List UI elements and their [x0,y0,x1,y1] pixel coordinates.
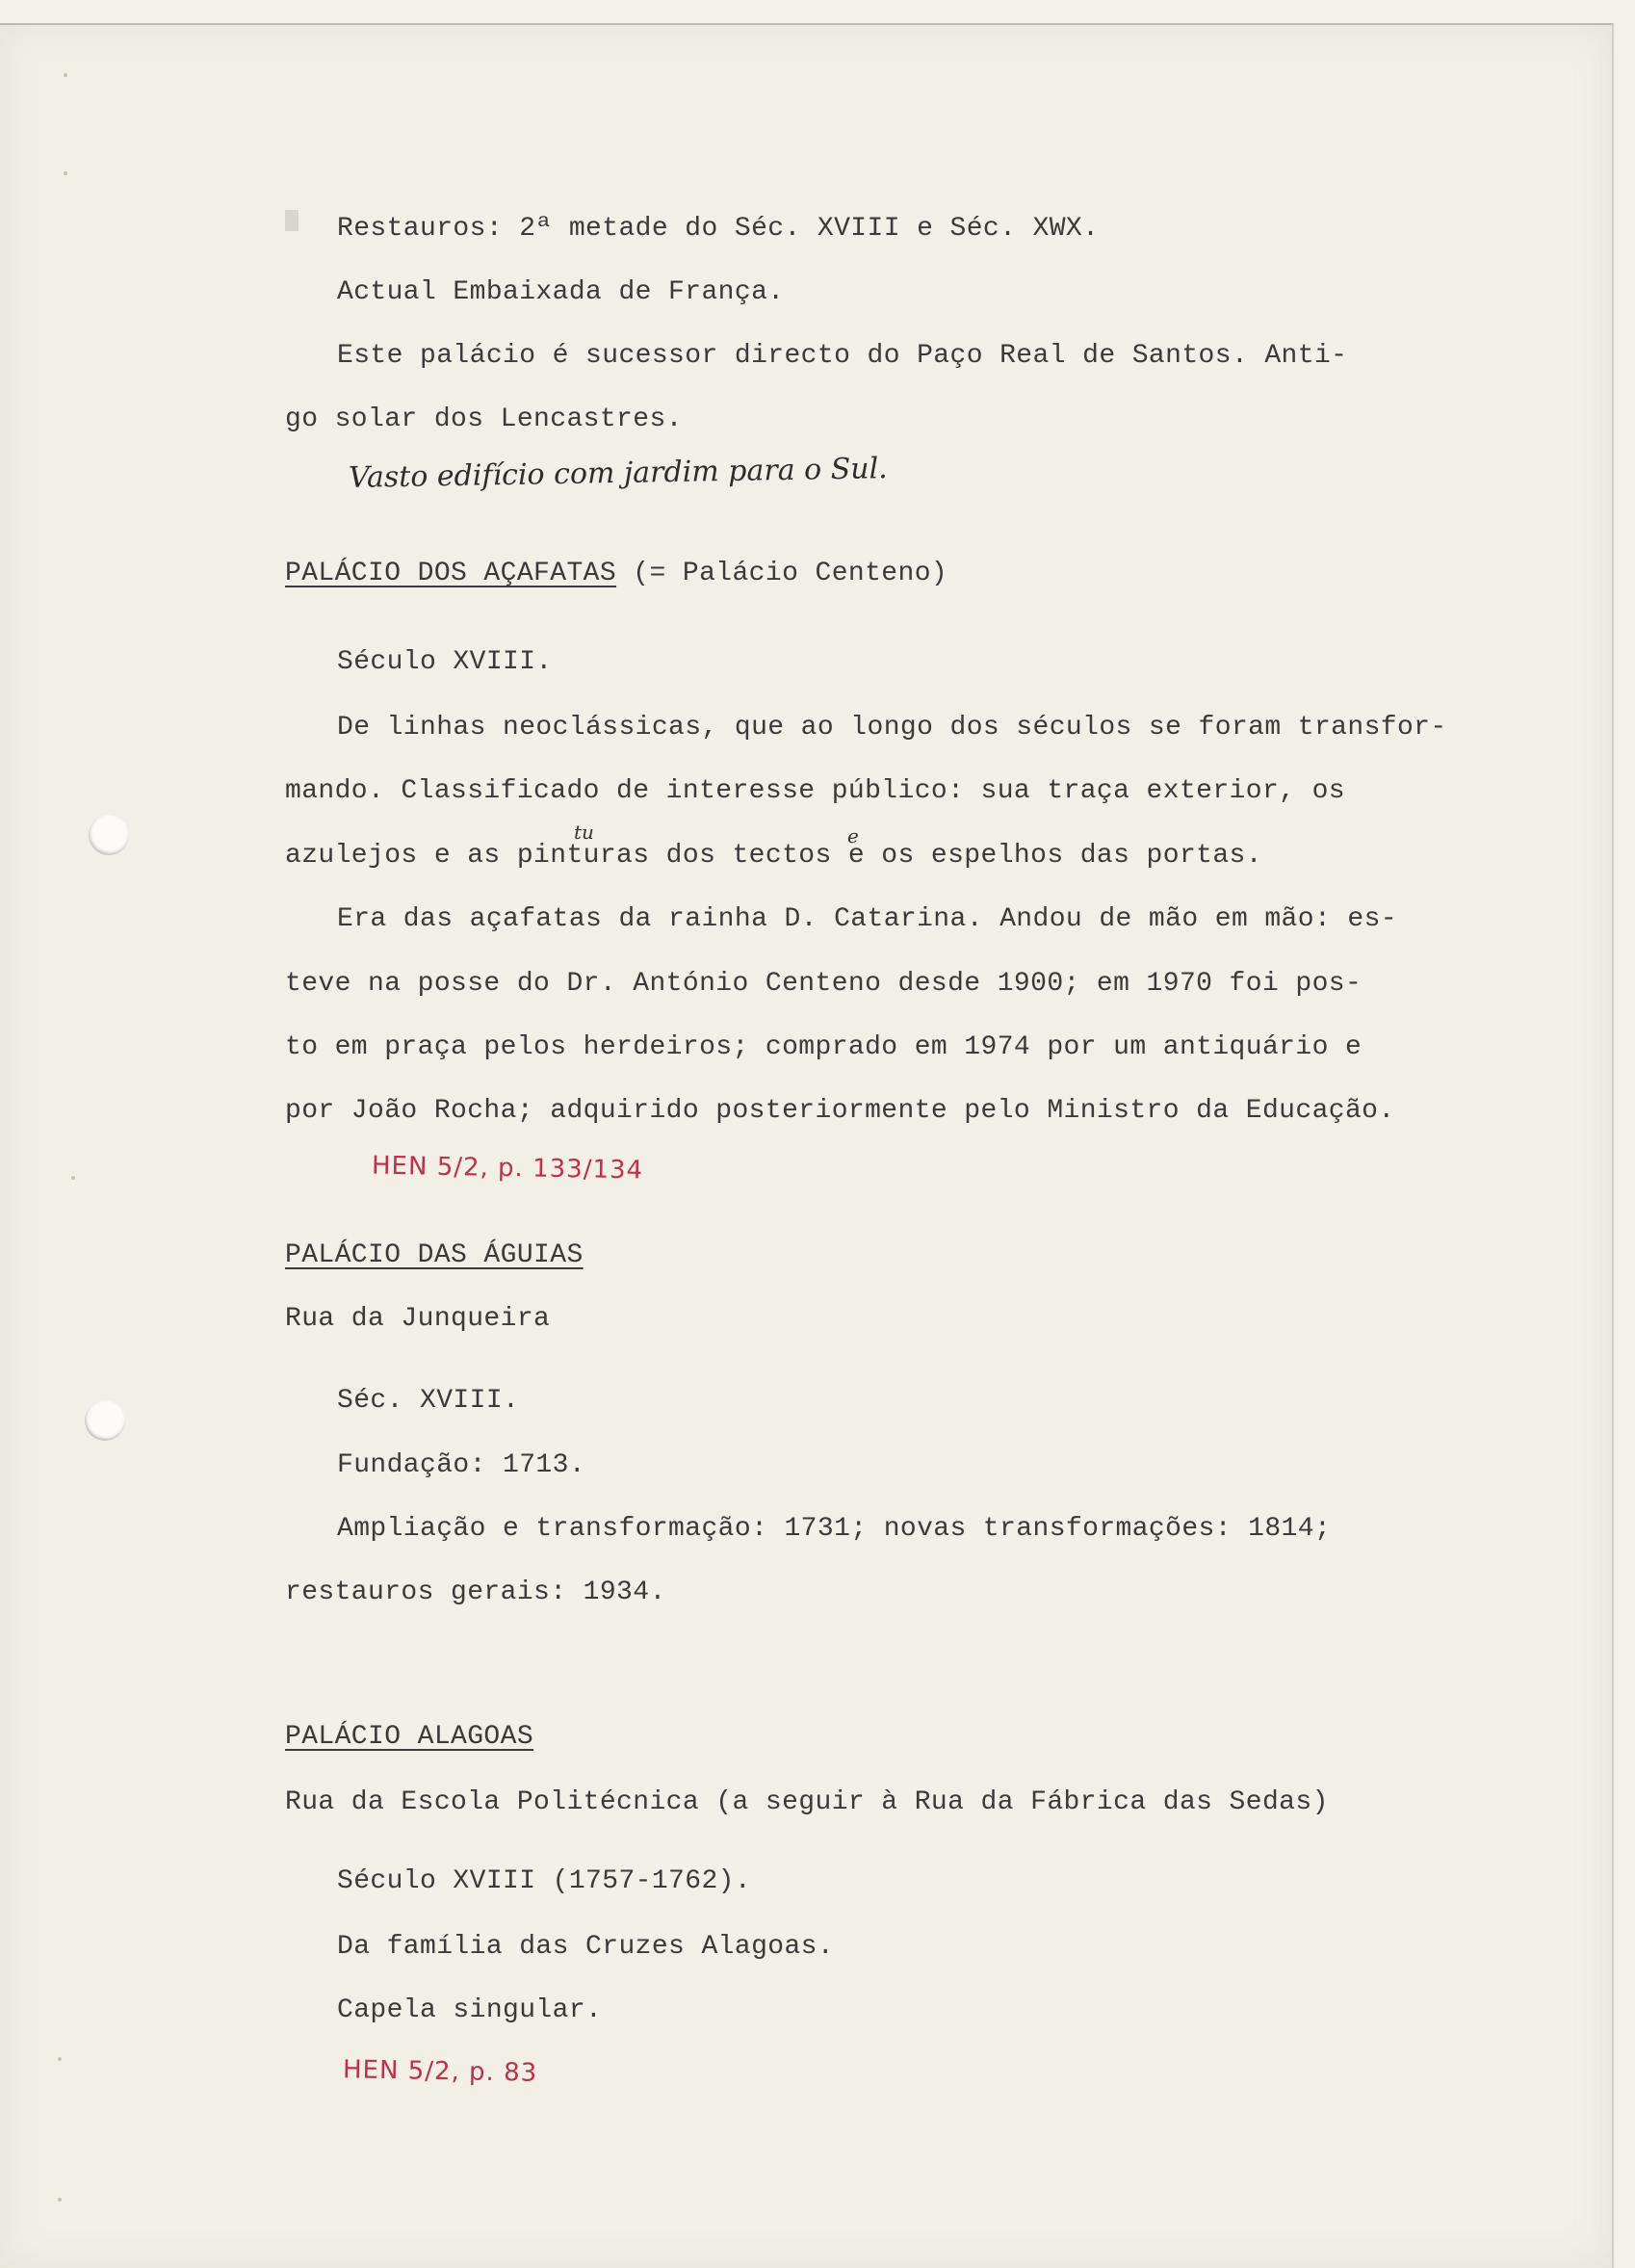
aguias-ampliacao-line-1: Ampliação e transformação: 1731; novas transformações: 1814; [337,1514,1332,1544]
paper-speck [64,73,67,77]
acafatas-heading [285,559,947,589]
punch-hole-top [89,815,129,855]
sucessor-line-2: go solar dos Lencastres. [285,404,683,434]
acafatas-century: Século XVIII. [337,647,553,677]
acafatas-p1-line-2: mando. Classificado de interesse público: sua traça exterior, os [285,776,1345,806]
alagoas-century: Século XVIII (1757-1762). [337,1866,752,1896]
acafatas-p2-line-1: Era das açafatas da rainha D. Catarina. Andou de mão em mão: es- [337,904,1397,934]
alagoas-capela: Capela singular. [337,1995,603,2025]
document-page [0,23,1614,2268]
acafatas-p1-line-3: azulejos e as pinturas dos tectos e os espelhos das portas. [285,841,1262,871]
acafatas-p2-line-2: teve na posse do Dr. António Centeno desde 1900; em 1970 foi pos- [285,969,1362,999]
punch-hole-bottom [85,1400,125,1441]
handwritten-insert-e: e [847,824,859,847]
paper-speck [71,1176,75,1180]
paper-speck [64,171,67,175]
sucessor-line-1: Este palácio é sucessor directo do Paço Real de Santos. Anti- [337,341,1348,371]
paper-speck [58,2057,62,2061]
alagoas-street: Rua da Escola Politécnica (a seguir à Rua da Fábrica das Sedas) [285,1787,1329,1817]
embaixada-line: Actual Embaixada de França. [337,277,785,307]
acafatas-subtitle: (= Palácio Centeno) [633,559,948,588]
restauros-line: Restauros: 2ª metade do Séc. XVIII e Séc. XWX. [337,214,1100,244]
acafatas-title: PALÁCIO DOS AÇAFATAS [285,559,617,588]
acafatas-p2-line-3: to em praça pelos herdeiros; comprado em 1974 por um antiquário e [285,1032,1362,1062]
aguias-ampliacao-line-2: restauros gerais: 1934. [285,1577,666,1607]
alagoas-reference: HEN 5/2, p. 83 [342,2055,538,2088]
handwritten-note: Vasto edifício com jardim para o Sul. [348,452,888,495]
acafatas-reference: HEN 5/2, p. 133/134 [371,1151,644,1186]
acafatas-p2-line-4: por João Rocha; adquirido posteriormente pelo Ministro da Educação. [285,1096,1395,1126]
aguias-fundacao: Fundação: 1713. [337,1450,586,1480]
aguias-century: Séc. XVIII. [337,1386,520,1416]
acafatas-p1-line-1: De linhas neoclássicas, que ao longo dos séculos se foram transfor- [337,713,1447,743]
aguias-street: Rua da Junqueira [285,1304,551,1334]
handwritten-insert-tu: tu [574,821,594,844]
paper-speck [58,2198,62,2202]
margin-mark [285,210,298,231]
aguias-title: PALÁCIO DAS ÁGUIAS [285,1240,584,1270]
alagoas-title: PALÁCIO ALAGOAS [285,1722,534,1752]
alagoas-familia: Da família das Cruzes Alagoas. [337,1932,835,1962]
